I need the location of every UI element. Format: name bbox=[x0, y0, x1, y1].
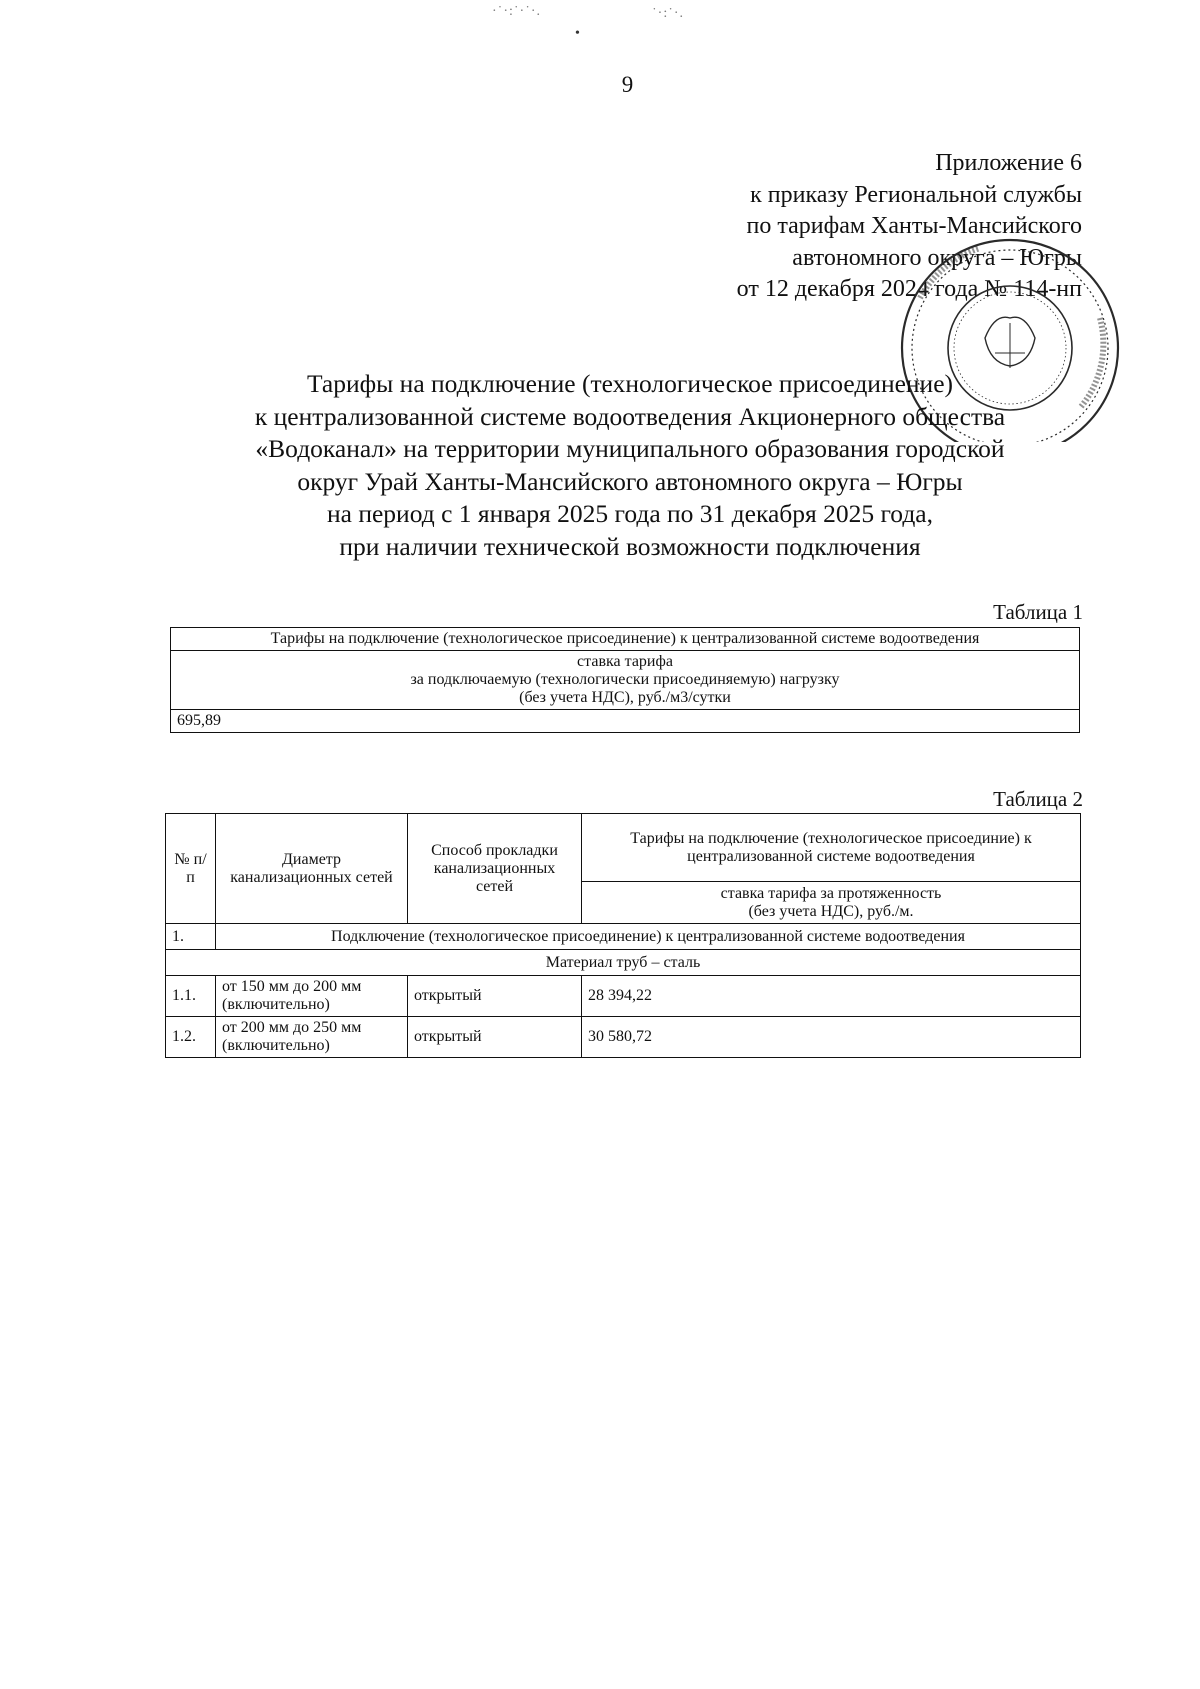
table2-caption: Таблица 2 bbox=[993, 787, 1083, 811]
table1-value: 695,89 bbox=[171, 710, 1080, 733]
appendix-line: к приказу Региональной службы bbox=[750, 181, 1082, 208]
header-tariff-group: Тарифы на подключение (технологическое присоединие) к централизованной системе водоотведения bbox=[582, 814, 1081, 882]
title-line: при наличии технической возможности подключения bbox=[339, 531, 921, 561]
scan-noise: ·˙·:˙·˙·. bbox=[492, 4, 542, 19]
table2 bbox=[165, 813, 1081, 1058]
table1-subheader bbox=[171, 651, 1080, 710]
title-line: Тарифы на подключение (технологическое присоединение) bbox=[306, 369, 954, 398]
document-title bbox=[190, 368, 1070, 563]
appendix-line: автономного округа – Югры bbox=[792, 244, 1082, 271]
section-label: Подключение (технологическое присоединение) к централизованной системе водоотведения bbox=[216, 924, 1081, 950]
header-method: Способ прокладки канализационных сетей bbox=[408, 814, 582, 924]
header-tariff-rate-line: ставка тарифа за протяженность bbox=[720, 884, 942, 902]
appendix-line: по тарифам Ханты-Мансийского bbox=[746, 213, 1082, 239]
table1-subheader-line: ставка тарифа bbox=[577, 653, 673, 670]
row-rate: 30 580,72 bbox=[582, 1017, 1081, 1058]
table-row bbox=[166, 1017, 1081, 1058]
table1-subheader-line: за подключаемую (технологически присоединяемую) нагрузку bbox=[410, 671, 840, 688]
material-row: Материал труб – сталь bbox=[166, 950, 1081, 976]
appendix-line: от 12 декабря 2024 года № 114-нп bbox=[736, 276, 1082, 302]
row-num: 1.2. bbox=[166, 1017, 216, 1058]
appendix-line: Приложение 6 bbox=[935, 150, 1082, 176]
row-method: открытый bbox=[408, 976, 582, 1017]
page-number: 9 bbox=[621, 72, 634, 97]
scan-noise: • bbox=[575, 26, 581, 41]
row-diameter: от 200 мм до 250 мм (включительно) bbox=[216, 1017, 408, 1058]
section-num: 1. bbox=[166, 924, 216, 950]
table1-subheader-line: (без учета НДС), руб./м3/сутки bbox=[519, 689, 731, 706]
row-rate: 28 394,22 bbox=[582, 976, 1081, 1017]
table1-header: Тарифы на подключение (технологическое присоединение) к централизованной системе водоотведения bbox=[171, 628, 1080, 651]
table1 bbox=[170, 627, 1080, 733]
scan-noise: ˙·:˙·. bbox=[652, 6, 685, 21]
header-tariff-rate bbox=[582, 882, 1081, 924]
title-line: к централизованной системе водоотведения Акционерного общества bbox=[254, 401, 1006, 431]
row-method: открытый bbox=[408, 1017, 582, 1058]
title-line: на период с 1 января 2025 года по 31 декабря 2025 года, bbox=[327, 499, 933, 528]
row-num: 1.1. bbox=[166, 976, 216, 1017]
row-diameter: от 150 мм до 200 мм (включительно) bbox=[216, 976, 408, 1017]
header-diameter: Диаметр канализационных сетей bbox=[216, 814, 408, 924]
title-line: «Водоканал» на территории муниципального образования городской bbox=[255, 434, 1005, 463]
table-row bbox=[166, 976, 1081, 1017]
header-num: № п/п bbox=[166, 814, 216, 924]
table1-caption: Таблица 1 bbox=[993, 600, 1083, 624]
header-tariff-rate-line: (без учета НДС), руб./м. bbox=[748, 902, 914, 920]
title-line: округ Урай Ханты-Мансийского автономного округа – Югры bbox=[297, 466, 963, 496]
